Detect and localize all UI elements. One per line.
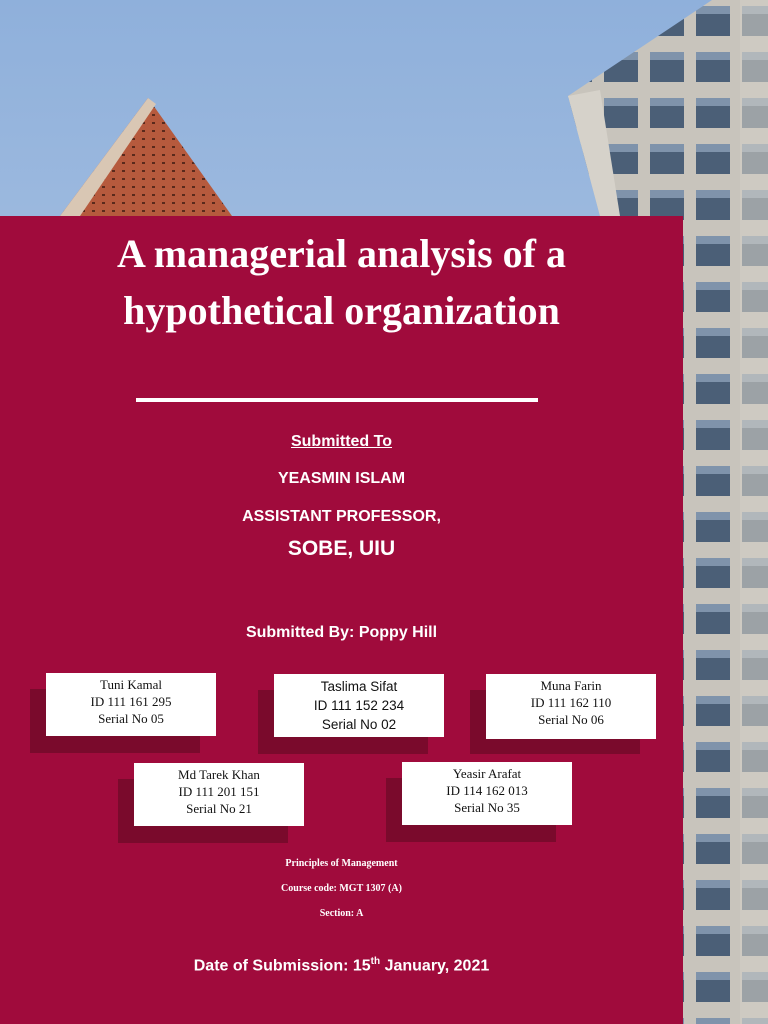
member-serial: Serial No 35 — [454, 800, 520, 815]
member-card-3 — [486, 674, 656, 739]
teacher-department: SOBE, UIU — [287, 537, 396, 560]
member-name: Muna Farin — [540, 678, 602, 693]
member-id: ID 114 162 013 — [446, 783, 528, 798]
member-name: Tuni Kamal — [100, 677, 162, 692]
title-divider — [136, 398, 538, 402]
member-name: Md Tarek Khan — [178, 767, 260, 782]
member-card-4 — [134, 763, 304, 826]
title-line-2: hypothetical organization — [123, 288, 560, 333]
member-id: ID 111 161 295 — [90, 694, 172, 709]
member-card-2 — [274, 674, 444, 737]
submission-date-rest: January, 2021 — [380, 957, 490, 975]
member-serial: Serial No 21 — [186, 801, 252, 816]
member-id: ID 111 162 110 — [530, 695, 612, 710]
member-serial: Serial No 02 — [321, 717, 397, 732]
submitted-by-line: Submitted By: Poppy Hill — [245, 624, 438, 641]
submission-date-ordinal: th — [370, 956, 381, 967]
document-title — [0, 225, 683, 339]
member-name: Taslima Sifat — [320, 679, 398, 694]
member-serial: Serial No 05 — [98, 711, 164, 726]
member-id: ID 111 152 234 — [313, 698, 405, 713]
member-serial: Serial No 06 — [538, 712, 604, 727]
submitted-to-heading: Submitted To — [290, 433, 393, 450]
member-name: Yeasir Arafat — [452, 766, 522, 781]
course-code: Course code: MGT 1307 (A) — [281, 883, 402, 894]
member-id: ID 111 201 151 — [178, 784, 260, 799]
title-line-1: A managerial analysis of a — [117, 231, 566, 276]
teacher-name: YEASMIN ISLAM — [277, 470, 406, 487]
member-card-1 — [46, 673, 216, 736]
teacher-position: ASSISTANT PROFESSOR, — [242, 508, 441, 525]
course-name: Principles of Management — [285, 858, 398, 869]
submission-date — [0, 956, 683, 975]
submission-date-prefix: Date of Submission: 15 — [193, 957, 371, 975]
member-card-5 — [402, 762, 572, 825]
course-section: Section: A — [319, 908, 364, 919]
